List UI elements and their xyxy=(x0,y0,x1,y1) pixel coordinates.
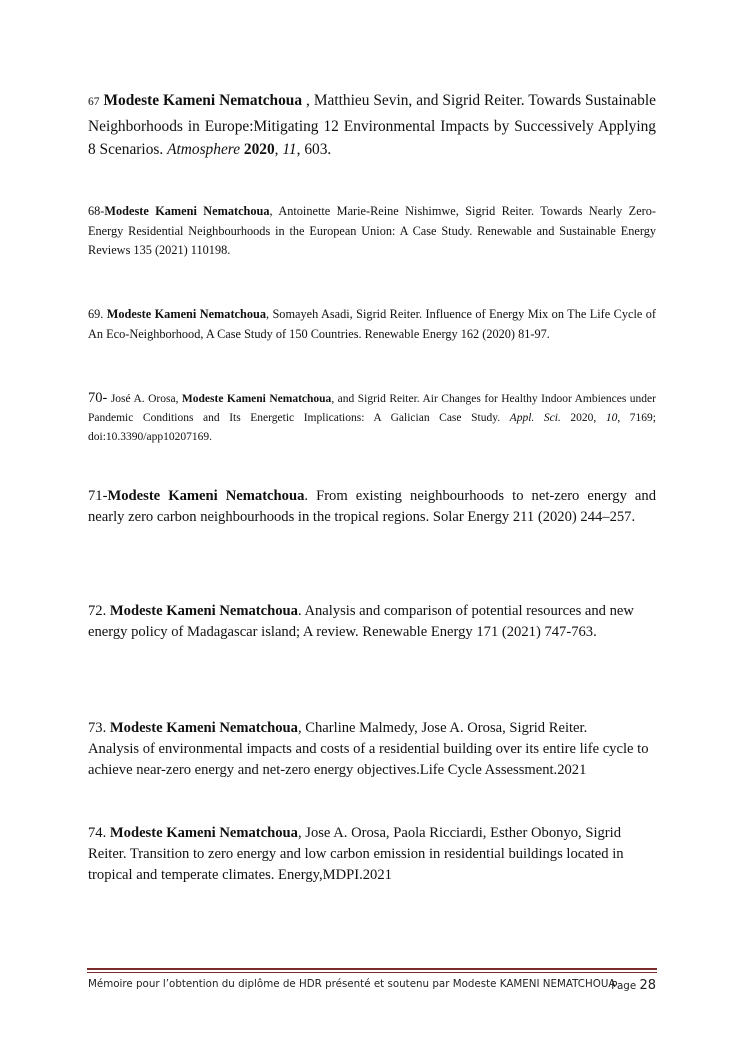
reference-number: 69. xyxy=(88,307,107,321)
reference-number: 67 xyxy=(88,96,100,108)
reference-number: 72. xyxy=(88,603,110,619)
reference-67: 67 Modeste Kameni Nematchoua , Matthieu Sevin, and Sigrid Reiter. Towards Sustainable Neighborhoods in Europe:Mitigating 12 Environmental Impacts by Successively Applying 8 Scenarios. Atmosphere 2020, 11, 603. xyxy=(88,92,656,158)
reference-69 xyxy=(88,304,656,344)
page-footer xyxy=(88,978,656,993)
reference-text: . From existing neighbourhoods to net-zero energy and nearly zero carbon neighbourhoods in the tropical regions. Solar Energy 211 (2020) 244–257. xyxy=(88,488,656,525)
co-author: José A. Orosa, xyxy=(107,393,182,405)
reference-73 xyxy=(88,718,656,781)
reference-number: 70- xyxy=(88,390,108,406)
page-indicator xyxy=(611,978,656,993)
page-number: 28 xyxy=(639,978,656,993)
reference-text: , Somayeh Asadi, Sigrid Reiter. Influence of Energy Mix on The Life Cycle of An Eco-Neighborhood, A Case Study of 150 Countries. Renewable Energy 162 (2020) 81-97. xyxy=(88,307,656,341)
reference-text: . Analysis and comparison of potential resources and new energy policy of Madagascar island; A review. Renewable Energy 171 (2021) 747-763. xyxy=(88,603,634,640)
reference-74 xyxy=(88,823,656,886)
reference-volume: 11 xyxy=(282,141,297,158)
author-name: Modeste Kameni Nematchoua xyxy=(109,603,298,619)
author-name: Modeste Kameni Nematchoua xyxy=(109,825,298,841)
author-name: Modeste Kameni Nematchoua xyxy=(106,307,266,321)
reference-71 xyxy=(88,486,656,527)
reference-text: , Charline Malmedy, Jose A. Orosa, Sigrid Reiter. xyxy=(297,720,588,736)
reference-text: , Matthieu Sevin, and Sigrid Reiter. Towards Sustainable Neighborhoods in Europe:Mitigating 12 Environmental Impacts by Successively Applying 8 Scenarios. xyxy=(88,92,656,158)
reference-68 xyxy=(88,202,656,261)
reference-pages: , 7169; doi:10.3390/app10207169. xyxy=(88,412,657,443)
author-name: Modeste Kameni Nematchoua xyxy=(103,92,303,109)
reference-70 xyxy=(88,389,656,447)
author-name: Modeste Kameni Nematchoua xyxy=(104,204,270,218)
page-label: Page xyxy=(611,980,637,992)
footer-text: Mémoire pour l’obtention du diplôme de HDR présenté et soutenu par Modeste KAMENI NEMATCHOUA xyxy=(88,978,616,990)
author-name: Modeste Kameni Nematchoua xyxy=(181,393,332,405)
reference-pages: , 603. xyxy=(296,141,332,158)
reference-year: 2020 xyxy=(243,141,275,158)
reference-text-continued: Analysis of environmental impacts and costs of a residential building over its entire life cycle to achieve near-zero energy and net-zero energy objectives.Life Cycle Assessment.2021 xyxy=(88,741,649,778)
reference-number: 73. xyxy=(88,720,110,736)
reference-72 xyxy=(88,601,656,643)
journal-name: Atmosphere xyxy=(167,141,241,158)
journal-name: Appl. Sci. xyxy=(509,412,561,424)
reference-number: 74. xyxy=(88,825,110,841)
footer-divider-thick xyxy=(87,968,657,970)
reference-text: , Antoinette Marie-Reine Nishimwe, Sigrid Reiter. Towards Nearly Zero-Energy Residential Neighbourhoods in the European Union: A Case Study. Renewable and Sustainable Energy Reviews 135 (2021) 110198. xyxy=(88,204,656,257)
author-name: Modeste Kameni Nematchoua xyxy=(109,720,298,736)
reference-number: 71- xyxy=(88,488,108,504)
reference-text: , and Sigrid Reiter. Air Changes for Healthy Indoor Ambiences under Pandemic Conditions and Its Energetic Implications: A Galician Case Study. xyxy=(88,393,656,424)
reference-year: 2020, xyxy=(560,412,606,424)
reference-number: 68- xyxy=(88,204,105,218)
author-name: Modeste Kameni Nematchoua xyxy=(107,488,305,504)
reference-volume: 10 xyxy=(605,412,618,424)
footer-divider-thin xyxy=(87,972,657,973)
reference-text: , Jose A. Orosa, Paola Ricciardi, Esther Obonyo, Sigrid Reiter. Transition to zero energy and low carbon emission in residential buildings located in tropical and temperate climates. Energy,MDPI.2021 xyxy=(88,825,624,883)
